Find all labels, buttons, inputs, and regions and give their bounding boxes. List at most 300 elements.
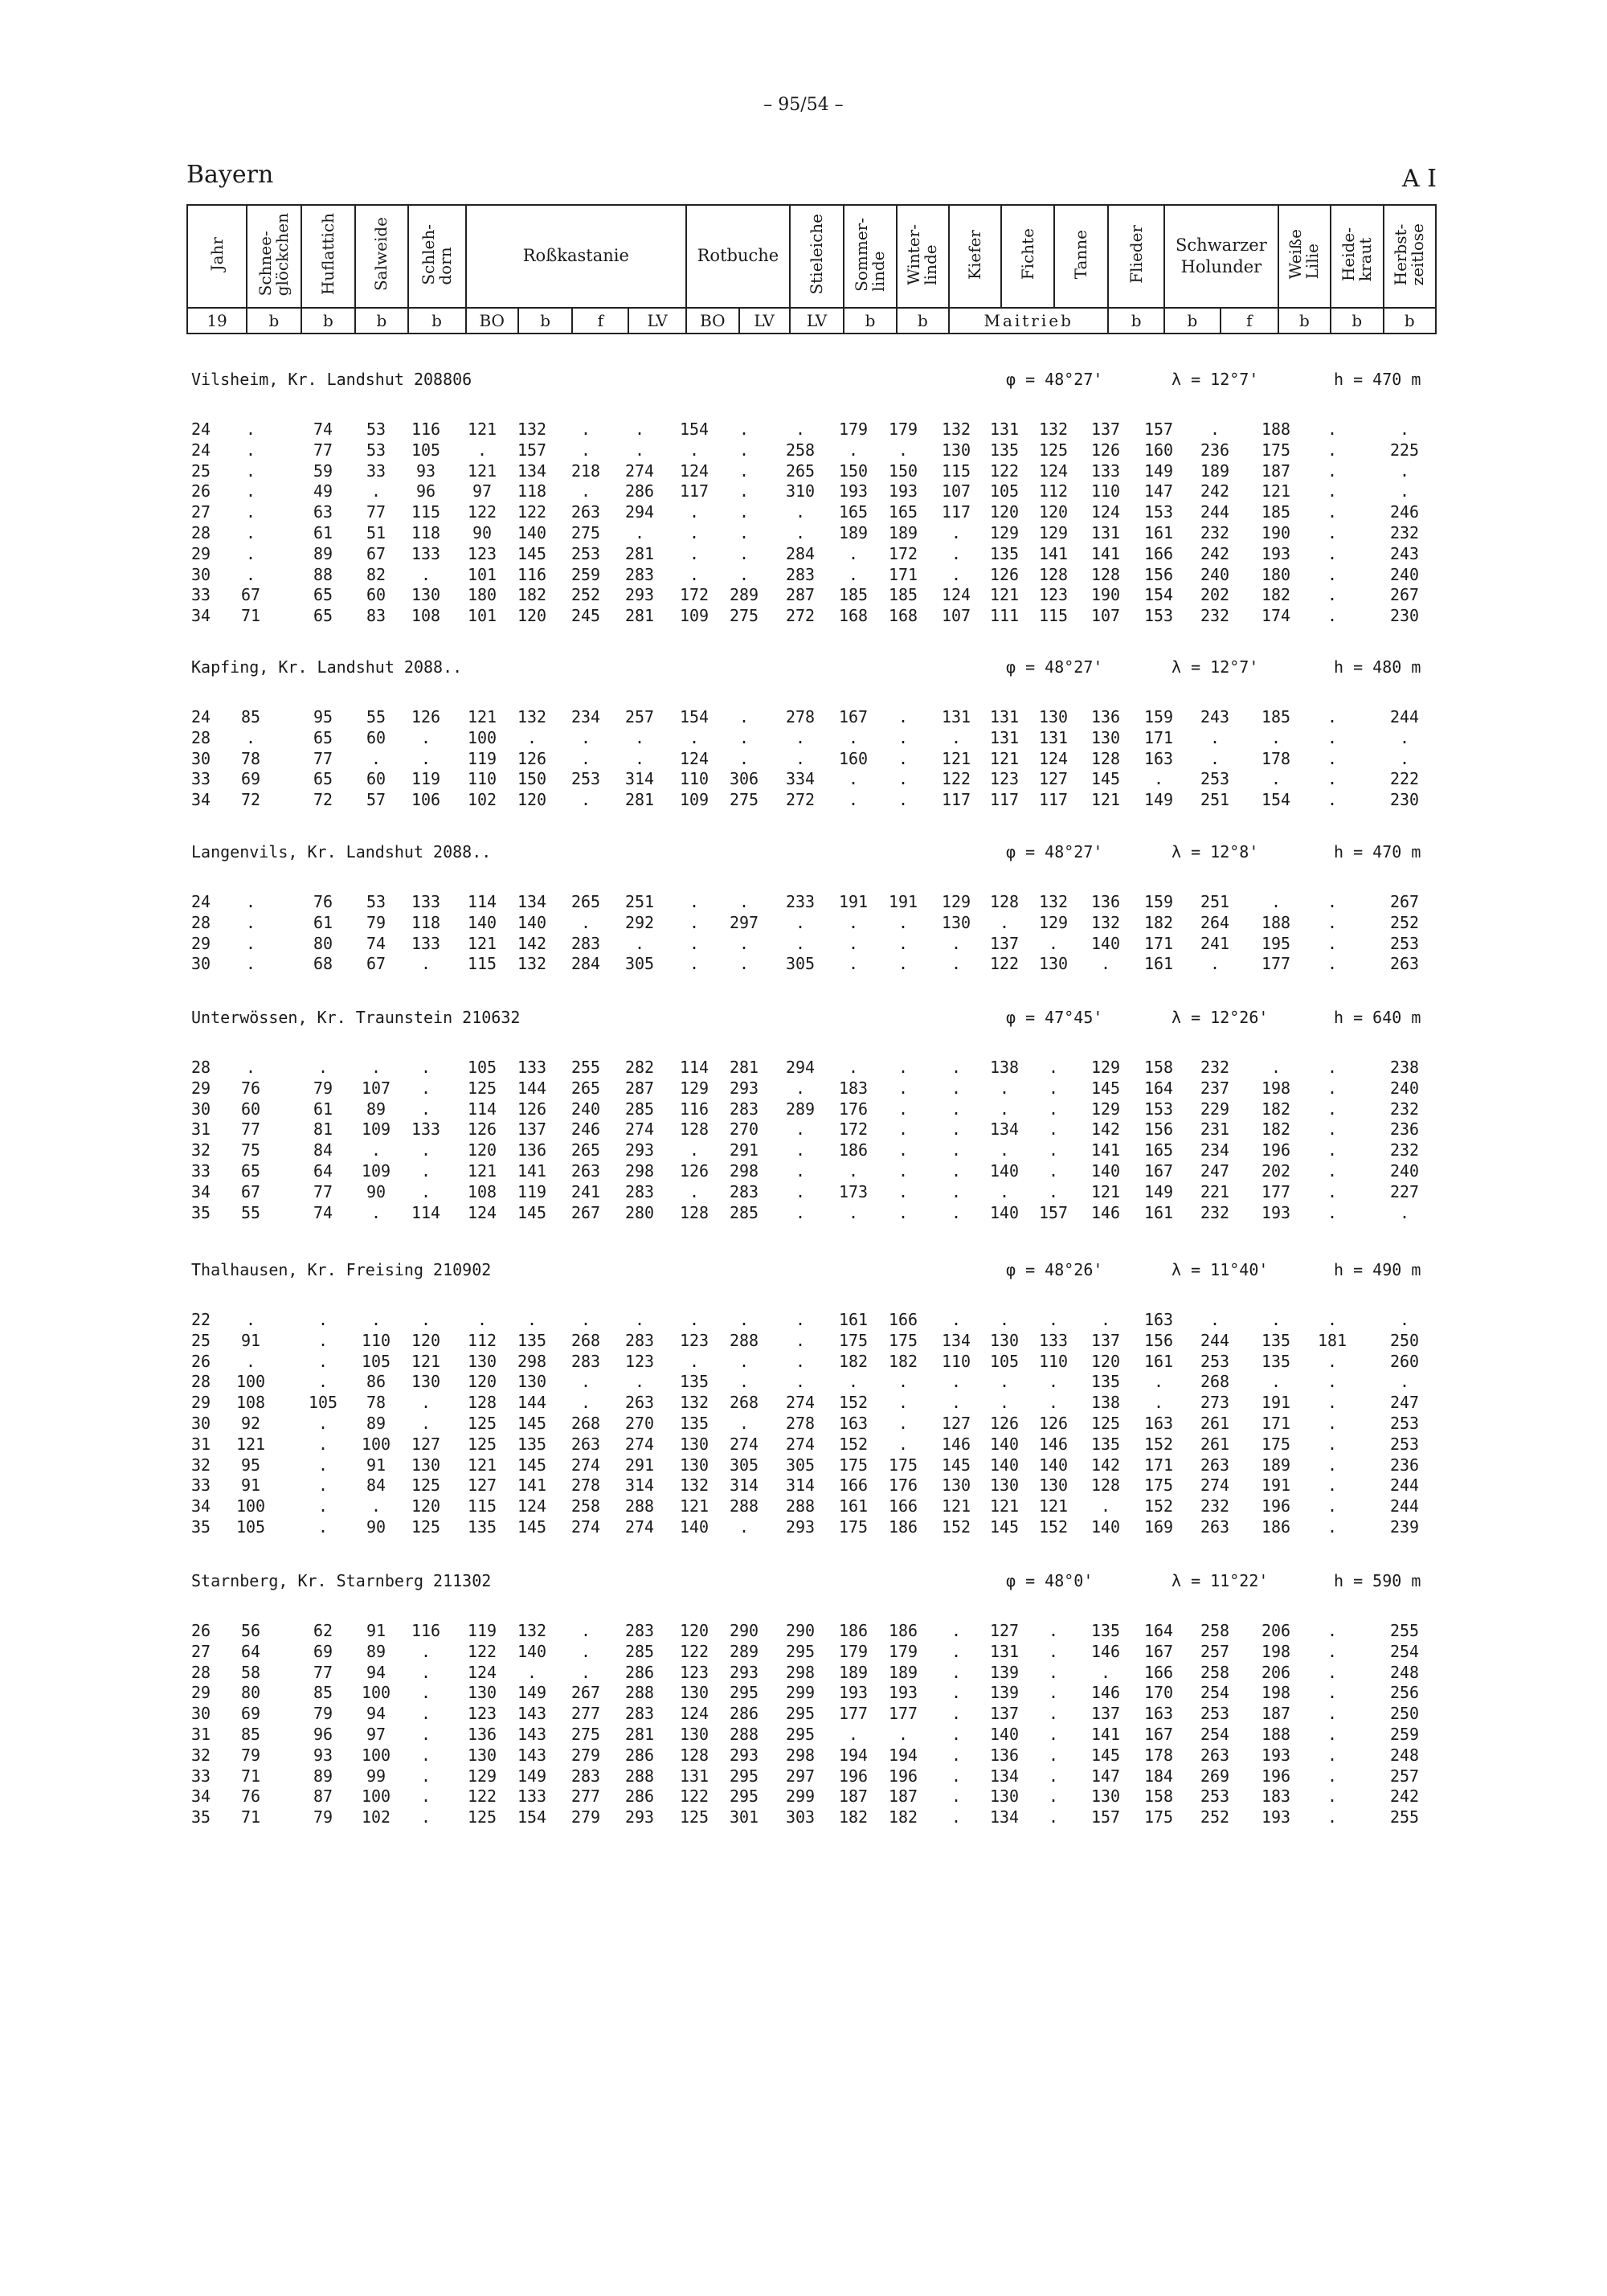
data-cell: .	[1327, 1704, 1338, 1724]
data-cell: 161	[1143, 523, 1174, 542]
data-cell: 182	[838, 1807, 869, 1827]
table-row	[0, 749, 1607, 770]
data-cell: 140	[467, 912, 497, 932]
data-cell: 267	[570, 1683, 601, 1703]
data-cell: 189	[838, 1662, 869, 1682]
year-cell: 30	[191, 1704, 211, 1724]
data-cell: 248	[1389, 1745, 1420, 1765]
data-cell: 126	[467, 1119, 497, 1140]
data-cell: 143	[517, 1704, 547, 1724]
data-cell: 122	[467, 1641, 497, 1661]
data-cell: .	[1327, 523, 1338, 542]
data-cell: .	[951, 1683, 962, 1703]
data-cell: 175	[838, 1330, 869, 1350]
data-cell: .	[245, 420, 256, 439]
data-cell: 119	[467, 1621, 497, 1640]
data-cell: 100	[361, 1786, 391, 1807]
data-cell: 150	[838, 460, 869, 481]
data-cell: 60	[366, 727, 386, 747]
data-cell: 190	[1090, 585, 1121, 605]
header-weisse-lilie: Weiße Lilie	[1278, 205, 1331, 308]
year-cell: 33	[191, 769, 211, 789]
data-cell: .	[1048, 1745, 1059, 1765]
station-name: Unterwössen, Kr. Traunstein 210632	[191, 1008, 521, 1027]
data-cell: .	[738, 502, 750, 522]
data-cell: .	[1327, 1119, 1338, 1140]
data-cell: 125	[467, 1434, 497, 1454]
data-cell: 124	[679, 748, 709, 768]
data-cell: 141	[1090, 1725, 1121, 1744]
data-cell: 193	[888, 481, 918, 501]
data-cell: 283	[570, 933, 601, 953]
data-cell: 122	[517, 502, 547, 522]
data-cell: 77	[313, 748, 333, 768]
data-cell: 154	[679, 420, 709, 439]
data-cell: 275	[570, 1725, 601, 1744]
data-cell: 144	[517, 1078, 547, 1098]
code-cell: LV	[739, 308, 790, 334]
data-cell: 305	[785, 1455, 816, 1475]
year-cell: 30	[191, 564, 211, 584]
data-cell: .	[1100, 954, 1111, 974]
data-cell: 314	[729, 1475, 759, 1496]
data-cell: .	[1048, 1683, 1059, 1703]
header-schlehdorn: Schleh- dorn	[408, 205, 466, 308]
data-cell: .	[420, 1704, 431, 1724]
data-cell: .	[1048, 1099, 1059, 1119]
data-cell: 258	[785, 440, 816, 460]
year-cell: 29	[191, 1683, 211, 1703]
data-cell: .	[1270, 1310, 1282, 1329]
data-cell: 157	[1143, 420, 1174, 439]
data-cell: .	[951, 1807, 962, 1827]
data-cell: 105	[411, 440, 441, 460]
data-cell: .	[951, 1310, 962, 1329]
station-header	[191, 1260, 1429, 1284]
code-cell: b	[844, 308, 896, 334]
data-cell: .	[317, 1517, 329, 1537]
data-cell: .	[898, 954, 909, 974]
data-cell: 121	[989, 585, 1020, 605]
year-cell: 31	[191, 1725, 211, 1744]
data-cell: 69	[240, 1704, 261, 1724]
data-cell: 65	[313, 727, 333, 747]
table-row	[0, 1140, 1607, 1161]
data-cell: 314	[624, 1475, 655, 1496]
data-cell: 121	[467, 460, 497, 481]
data-cell: 132	[517, 954, 547, 974]
data-cell: 65	[313, 606, 333, 626]
data-cell: 92	[240, 1414, 261, 1433]
data-cell: 188	[1261, 420, 1291, 439]
data-cell: 290	[729, 1621, 759, 1640]
data-cell: .	[1209, 1310, 1221, 1329]
data-cell: .	[634, 748, 645, 768]
data-cell: 244	[1389, 1496, 1420, 1516]
data-cell: 244	[1389, 707, 1420, 726]
data-cell: .	[317, 1434, 329, 1454]
data-cell: 51	[366, 523, 386, 542]
data-cell: 77	[313, 440, 333, 460]
data-cell: .	[689, 523, 700, 542]
data-cell: 295	[729, 1766, 759, 1786]
data-cell: 89	[366, 1099, 386, 1119]
data-cell: 135	[1090, 1621, 1121, 1640]
data-cell: 293	[624, 1807, 655, 1827]
year-cell: 22	[191, 1310, 211, 1329]
station-longitude: λ = 12°26'	[1172, 1008, 1269, 1027]
header-rotbuche: Rotbuche	[686, 205, 790, 308]
data-cell: 74	[366, 933, 386, 953]
data-cell: 125	[679, 1807, 709, 1827]
data-cell: 284	[570, 954, 601, 974]
data-cell: 222	[1389, 769, 1420, 789]
data-cell: 265	[570, 1078, 601, 1098]
data-cell: 125	[1038, 440, 1069, 460]
data-cell: 171	[1261, 1414, 1291, 1433]
year-cell: 32	[191, 1455, 211, 1475]
data-cell: .	[317, 1475, 329, 1496]
table-row	[0, 461, 1607, 482]
data-cell: .	[795, 1078, 806, 1098]
data-cell: 274	[624, 1517, 655, 1537]
data-cell: .	[1327, 1621, 1338, 1640]
data-cell: 135	[989, 440, 1020, 460]
data-cell: 97	[472, 481, 493, 501]
data-cell: 126	[517, 1099, 547, 1119]
data-cell: 288	[729, 1496, 759, 1516]
data-cell: 194	[888, 1745, 918, 1765]
data-cell: 287	[785, 585, 816, 605]
data-cell: 246	[570, 1119, 601, 1140]
data-cell: 137	[1090, 1330, 1121, 1350]
data-cell: .	[951, 1786, 962, 1807]
station-name: Vilsheim, Kr. Landshut 208806	[191, 370, 472, 389]
data-cell: .	[1399, 1202, 1410, 1222]
data-cell: 85	[240, 1725, 261, 1744]
data-cell: 174	[1261, 606, 1291, 626]
data-cell: 139	[989, 1683, 1020, 1703]
data-cell: .	[580, 481, 591, 501]
data-cell: 91	[240, 1330, 261, 1350]
data-cell: 274	[624, 460, 655, 481]
data-cell: .	[1209, 748, 1221, 768]
code-cell: 19	[187, 308, 247, 334]
data-cell: 126	[679, 1161, 709, 1181]
data-cell: .	[245, 502, 256, 522]
data-cell: 146	[941, 1434, 971, 1454]
data-cell: .	[245, 564, 256, 584]
data-cell: 141	[1090, 543, 1121, 563]
data-cell: 152	[838, 1393, 869, 1413]
data-cell: 132	[1038, 420, 1069, 439]
station-header	[191, 657, 1429, 681]
data-cell: .	[245, 892, 256, 911]
data-cell: .	[951, 1078, 962, 1098]
data-cell: 283	[624, 1330, 655, 1350]
data-cell: 232	[1200, 1058, 1230, 1077]
data-cell: 130	[941, 440, 971, 460]
data-cell: .	[1399, 727, 1410, 747]
data-cell: 129	[679, 1078, 709, 1098]
data-cell: 234	[1200, 1140, 1230, 1160]
data-cell: 252	[1389, 912, 1420, 932]
data-cell: 127	[941, 1414, 971, 1433]
data-cell: 274	[624, 1434, 655, 1454]
data-cell: 232	[1389, 1140, 1420, 1160]
data-cell: .	[898, 912, 909, 932]
data-cell: 193	[1261, 1745, 1291, 1765]
header-schwarzer-holunder: Schwarzer Holunder	[1164, 205, 1278, 308]
data-cell: .	[795, 727, 806, 747]
data-cell: 288	[729, 1725, 759, 1744]
data-cell: .	[245, 933, 256, 953]
data-cell: .	[1327, 1058, 1338, 1077]
data-cell: 189	[1200, 460, 1230, 481]
data-cell: 137	[989, 1704, 1020, 1724]
data-cell: 261	[1200, 1414, 1230, 1433]
data-cell: .	[898, 1393, 909, 1413]
data-cell: 136	[989, 1745, 1020, 1765]
table-row	[0, 934, 1607, 955]
table-row	[0, 523, 1607, 544]
data-cell: 179	[888, 420, 918, 439]
data-cell: 107	[941, 606, 971, 626]
data-cell: .	[1048, 1786, 1059, 1807]
year-cell: 32	[191, 1745, 211, 1765]
data-cell: 53	[366, 440, 386, 460]
data-cell: 170	[1143, 1683, 1174, 1703]
data-cell: .	[1270, 769, 1282, 789]
data-cell: 126	[1038, 1414, 1069, 1433]
data-cell: 278	[570, 1475, 601, 1496]
data-cell: 140	[517, 912, 547, 932]
data-cell: 189	[1261, 1455, 1291, 1475]
data-cell: .	[795, 748, 806, 768]
year-cell: 33	[191, 585, 211, 605]
data-cell: 125	[411, 1475, 441, 1496]
data-cell: 128	[679, 1202, 709, 1222]
data-cell: 305	[624, 954, 655, 974]
year-cell: 26	[191, 1621, 211, 1640]
data-cell: 105	[467, 1058, 497, 1077]
data-cell: 108	[411, 606, 441, 626]
data-cell: 198	[1261, 1641, 1291, 1661]
data-cell: .	[1100, 1310, 1111, 1329]
data-cell: 156	[1143, 1330, 1174, 1350]
data-cell: 130	[679, 1434, 709, 1454]
data-cell: 273	[1200, 1393, 1230, 1413]
data-cell: 158	[1143, 1058, 1174, 1077]
table-row	[0, 1475, 1607, 1496]
data-cell: 191	[888, 892, 918, 911]
data-cell: .	[317, 1414, 329, 1433]
table-row	[0, 913, 1607, 934]
year-cell: 29	[191, 543, 211, 563]
data-cell: 161	[1143, 954, 1174, 974]
data-cell: 127	[411, 1434, 441, 1454]
data-cell: 140	[1090, 1517, 1121, 1537]
data-cell: 178	[1143, 1745, 1174, 1765]
data-cell: 265	[570, 1140, 601, 1160]
data-cell: 186	[888, 1621, 918, 1640]
data-cell: 131	[989, 1641, 1020, 1661]
table-row	[0, 954, 1607, 975]
data-cell: 241	[570, 1181, 601, 1201]
year-cell: 29	[191, 933, 211, 953]
data-cell: .	[848, 790, 859, 810]
data-cell: 138	[989, 1058, 1020, 1077]
data-cell: .	[951, 1058, 962, 1077]
data-cell: 202	[1200, 585, 1230, 605]
data-cell: 129	[1038, 523, 1069, 542]
data-cell: 196	[838, 1766, 869, 1786]
data-cell: 293	[729, 1745, 759, 1765]
data-cell: 91	[366, 1621, 386, 1640]
data-cell: 79	[240, 1745, 261, 1765]
data-cell: .	[689, 892, 700, 911]
year-cell: 34	[191, 606, 211, 626]
data-cell: 188	[1261, 912, 1291, 932]
table-row	[0, 769, 1607, 790]
data-cell: .	[1048, 1393, 1059, 1413]
data-cell: 286	[624, 481, 655, 501]
data-cell: 160	[1143, 440, 1174, 460]
data-cell: 286	[624, 1745, 655, 1765]
code-cell: b	[301, 308, 356, 334]
data-cell: .	[951, 1704, 962, 1724]
data-cell: 246	[1389, 502, 1420, 522]
data-cell: .	[1327, 790, 1338, 810]
data-cell: 175	[838, 1455, 869, 1475]
data-cell: 232	[1389, 1099, 1420, 1119]
data-cell: 141	[517, 1475, 547, 1496]
data-cell: 149	[1143, 1181, 1174, 1201]
data-cell: 110	[1038, 1351, 1069, 1371]
data-cell: 298	[785, 1745, 816, 1765]
data-cell: 94	[366, 1662, 386, 1682]
data-cell: .	[317, 1455, 329, 1475]
data-cell: 55	[240, 1202, 261, 1222]
data-cell: 121	[1261, 481, 1291, 501]
data-cell: 172	[679, 585, 709, 605]
data-cell: 301	[729, 1807, 759, 1827]
data-cell: 33	[366, 460, 386, 481]
data-cell: 193	[1261, 1202, 1291, 1222]
data-cell: .	[634, 727, 645, 747]
data-cell: 127	[467, 1475, 497, 1496]
data-cell: 232	[1200, 606, 1230, 626]
data-cell: .	[999, 1181, 1010, 1201]
data-cell: 178	[1261, 748, 1291, 768]
data-cell: .	[738, 707, 750, 726]
data-cell: 283	[624, 1704, 655, 1724]
data-cell: .	[317, 1372, 329, 1392]
data-cell: 258	[570, 1496, 601, 1516]
data-cell: 90	[472, 523, 493, 542]
data-cell: .	[951, 1202, 962, 1222]
data-cell: 230	[1389, 790, 1420, 810]
data-cell: 285	[624, 1099, 655, 1119]
data-cell: .	[898, 1119, 909, 1140]
data-cell: 130	[1038, 954, 1069, 974]
header-salweide: Salweide	[355, 205, 407, 308]
data-cell: 110	[467, 769, 497, 789]
data-cell: 177	[838, 1704, 869, 1724]
data-cell: 268	[1200, 1372, 1230, 1392]
data-cell: .	[1399, 420, 1410, 439]
station-name: Langenvils, Kr. Landshut 2088..	[191, 842, 492, 862]
data-cell: .	[951, 1662, 962, 1682]
data-cell: .	[245, 1351, 256, 1371]
data-cell: .	[370, 1058, 382, 1077]
data-cell: 288	[624, 1683, 655, 1703]
data-cell: .	[317, 1351, 329, 1371]
data-cell: 65	[240, 1161, 261, 1181]
data-cell: 231	[1200, 1119, 1230, 1140]
data-cell: 158	[1143, 1786, 1174, 1807]
data-cell: 267	[1389, 585, 1420, 605]
data-cell: 196	[1261, 1496, 1291, 1516]
data-cell: 145	[517, 543, 547, 563]
year-cell: 27	[191, 1641, 211, 1661]
station-height: h = 480 m	[1334, 657, 1421, 677]
data-cell: 294	[785, 1058, 816, 1077]
data-cell: 74	[313, 1202, 333, 1222]
data-cell: 299	[785, 1786, 816, 1807]
data-cell: .	[689, 1310, 700, 1329]
data-cell: 67	[366, 954, 386, 974]
data-cell: 109	[361, 1119, 391, 1140]
data-cell: 130	[467, 1745, 497, 1765]
data-cell: .	[795, 1372, 806, 1392]
data-cell: 232	[1389, 523, 1420, 542]
table-row	[0, 565, 1607, 586]
data-cell: 147	[1143, 481, 1174, 501]
data-cell: 167	[838, 707, 869, 726]
data-cell: 131	[989, 707, 1020, 726]
data-cell: 258	[1200, 1662, 1230, 1682]
data-cell: 159	[1143, 892, 1174, 911]
data-cell: .	[1100, 1496, 1111, 1516]
data-cell: 56	[240, 1621, 261, 1640]
data-cell: 142	[1090, 1455, 1121, 1475]
data-cell: 120	[1090, 1351, 1121, 1371]
data-cell: .	[898, 790, 909, 810]
data-cell: 267	[1389, 892, 1420, 911]
data-cell: .	[1270, 1372, 1282, 1392]
station-name: Starnberg, Kr. Starnberg 211302	[191, 1571, 492, 1590]
data-cell: .	[848, 543, 859, 563]
data-cell: 253	[570, 769, 601, 789]
data-cell: 128	[679, 1119, 709, 1140]
data-cell: 183	[1261, 1786, 1291, 1807]
year-cell: 30	[191, 748, 211, 768]
data-cell: 175	[1261, 1434, 1291, 1454]
data-cell: .	[1327, 933, 1338, 953]
data-cell: 163	[1143, 1704, 1174, 1724]
data-cell: 165	[1143, 1140, 1174, 1160]
data-cell: .	[738, 1372, 750, 1392]
data-cell: .	[245, 523, 256, 542]
data-cell: 160	[838, 748, 869, 768]
year-cell: 35	[191, 1807, 211, 1827]
data-cell: .	[1327, 1475, 1338, 1496]
data-cell: 263	[570, 502, 601, 522]
data-cell: 166	[888, 1496, 918, 1516]
data-cell: .	[317, 1310, 329, 1329]
table-row	[0, 1352, 1607, 1373]
